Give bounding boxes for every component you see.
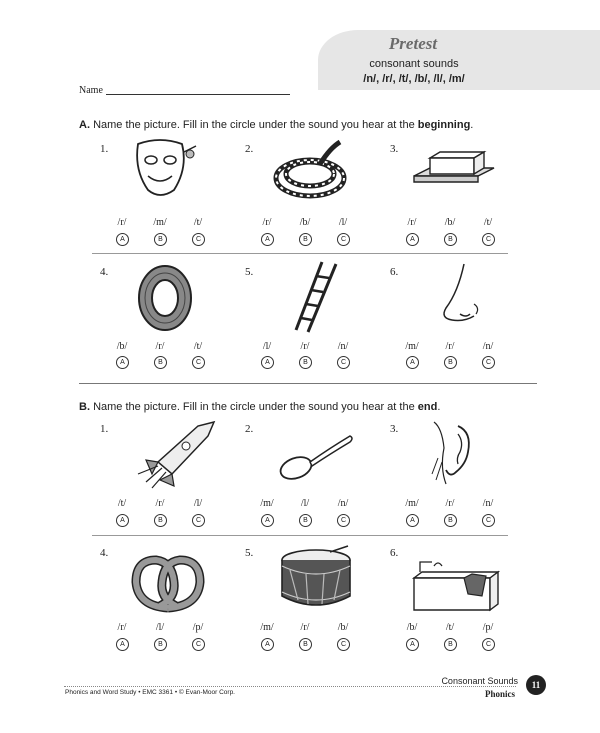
answer-bubble[interactable]: A (116, 514, 129, 527)
sound-option: /m/ (260, 498, 274, 509)
sound-option: /b/ (299, 217, 311, 228)
section-a-text: Name the picture. Fill in the circle under the sound you hear at the (93, 119, 415, 131)
answer-bubble[interactable]: A (261, 356, 274, 369)
sound-option: /r/ (117, 217, 127, 228)
answer-bubble[interactable]: C (482, 356, 495, 369)
sound-option: /p/ (192, 622, 204, 633)
sound-option: /r/ (117, 622, 127, 633)
sound-option: /r/ (155, 498, 165, 509)
sound-option: /b/ (337, 622, 349, 633)
answer-bubble[interactable]: B (299, 638, 312, 651)
answer-bubble[interactable]: B (444, 514, 457, 527)
answer-bubble[interactable]: B (444, 638, 457, 651)
sound-option: /n/ (482, 341, 494, 352)
section-a-letter: A. (79, 119, 90, 131)
sound-option: /r/ (445, 498, 455, 509)
item-number: 5. (245, 547, 254, 559)
answer-bubble[interactable]: A (116, 638, 129, 651)
sound-option: /l/ (155, 622, 165, 633)
item-number: 1. (100, 143, 109, 155)
sound-option: /n/ (337, 498, 349, 509)
target-sounds: /n/, /r/, /t/, /b/, /l/, /m/ (363, 73, 465, 85)
section-b-text: Name the picture. Fill in the circle under the sound you hear at the (93, 401, 415, 413)
ear-picture (428, 418, 478, 490)
name-label: Name (79, 85, 103, 96)
answer-bubble[interactable]: C (192, 356, 205, 369)
answer-bubble[interactable]: C (337, 233, 350, 246)
item-number: 3. (390, 423, 399, 435)
sound-option: /r/ (262, 217, 272, 228)
drum-picture (278, 544, 354, 614)
answer-bubble[interactable]: A (406, 356, 419, 369)
section-divider (79, 383, 537, 384)
section-a-period: . (470, 119, 474, 131)
answer-bubble[interactable]: A (261, 514, 274, 527)
page-number: 11 (526, 675, 546, 695)
item-number: 2. (245, 143, 254, 155)
sound-option: /m/ (405, 498, 419, 509)
sound-option: /p/ (482, 622, 494, 633)
section-a-emphasis: beginning (417, 119, 471, 131)
bathtub-picture (410, 558, 502, 614)
page-title: Pretest (388, 34, 438, 53)
sound-option: /l/ (338, 217, 348, 228)
answer-bubble[interactable]: A (406, 638, 419, 651)
nose-picture (430, 262, 490, 330)
tire-picture (132, 262, 198, 334)
answer-bubble[interactable]: C (482, 233, 495, 246)
footer-topic: Consonant Sounds (441, 676, 518, 686)
answer-bubble[interactable]: C (192, 233, 205, 246)
answer-bubble[interactable]: B (154, 233, 167, 246)
sound-option: /m/ (260, 622, 274, 633)
answer-bubble[interactable]: C (337, 638, 350, 651)
sound-option: /n/ (482, 498, 494, 509)
answer-bubble[interactable]: A (406, 514, 419, 527)
sound-option: /r/ (155, 341, 165, 352)
name-line[interactable] (106, 94, 290, 95)
answer-bubble[interactable]: B (299, 514, 312, 527)
answer-bubble[interactable]: C (192, 514, 205, 527)
butter-picture (410, 148, 500, 190)
sound-option: /t/ (193, 341, 203, 352)
sound-option: /m/ (405, 341, 419, 352)
answer-bubble[interactable]: C (337, 514, 350, 527)
pretzel-picture (130, 548, 206, 614)
sound-option: /t/ (117, 498, 127, 509)
answer-bubble[interactable]: B (154, 356, 167, 369)
answer-bubble[interactable]: B (444, 356, 457, 369)
sound-option: /n/ (337, 341, 349, 352)
section-b-letter: B. (79, 401, 90, 413)
sound-option: /l/ (193, 498, 203, 509)
answer-bubble[interactable]: C (192, 638, 205, 651)
item-number: 5. (245, 266, 254, 278)
section-b-emphasis: end (417, 401, 438, 413)
sound-option: /t/ (445, 622, 455, 633)
sound-option: /t/ (483, 217, 493, 228)
item-number: 6. (390, 547, 399, 559)
sound-option: /b/ (444, 217, 456, 228)
answer-bubble[interactable]: B (154, 514, 167, 527)
page-subtitle: consonant sounds (369, 58, 459, 70)
sound-option: /l/ (300, 498, 310, 509)
footer-subject: Phonics (484, 689, 515, 699)
ladder-picture (292, 260, 340, 334)
item-number: 4. (100, 547, 109, 559)
sound-option: /t/ (193, 217, 203, 228)
sound-option: /r/ (407, 217, 417, 228)
answer-bubble[interactable]: C (482, 638, 495, 651)
rope-picture (270, 138, 350, 200)
answer-bubble[interactable]: A (261, 233, 274, 246)
answer-bubble[interactable]: A (406, 233, 419, 246)
answer-bubble[interactable]: A (116, 356, 129, 369)
spoon-picture (276, 428, 356, 484)
footer-publisher: Phonics and Word Study • EMC 3361 • © Evan-Moor Corp. (65, 689, 235, 696)
item-number: 6. (390, 266, 399, 278)
sound-option: /r/ (300, 622, 310, 633)
item-number: 3. (390, 143, 399, 155)
sound-option: /l/ (262, 341, 272, 352)
item-number: 2. (245, 423, 254, 435)
answer-bubble[interactable]: C (337, 356, 350, 369)
answer-bubble[interactable]: C (482, 514, 495, 527)
answer-bubble[interactable]: A (261, 638, 274, 651)
answer-bubble[interactable]: B (299, 233, 312, 246)
row-divider (92, 253, 508, 254)
row-divider (92, 535, 508, 536)
sound-option: /r/ (445, 341, 455, 352)
mask-picture (130, 138, 200, 200)
item-number: 4. (100, 266, 109, 278)
section-b-instructions (79, 401, 440, 413)
sound-option: /m/ (153, 217, 167, 228)
answer-bubble[interactable]: B (154, 638, 167, 651)
sound-option: /r/ (300, 341, 310, 352)
answer-bubble[interactable]: B (444, 233, 457, 246)
item-number: 1. (100, 423, 109, 435)
sound-option: /b/ (116, 341, 128, 352)
footer-divider (64, 686, 516, 687)
answer-bubble[interactable]: B (299, 356, 312, 369)
sound-option: /b/ (406, 622, 418, 633)
rocket-picture (128, 418, 218, 490)
section-a-instructions (79, 119, 473, 131)
section-b-period: . (437, 401, 441, 413)
answer-bubble[interactable]: A (116, 233, 129, 246)
